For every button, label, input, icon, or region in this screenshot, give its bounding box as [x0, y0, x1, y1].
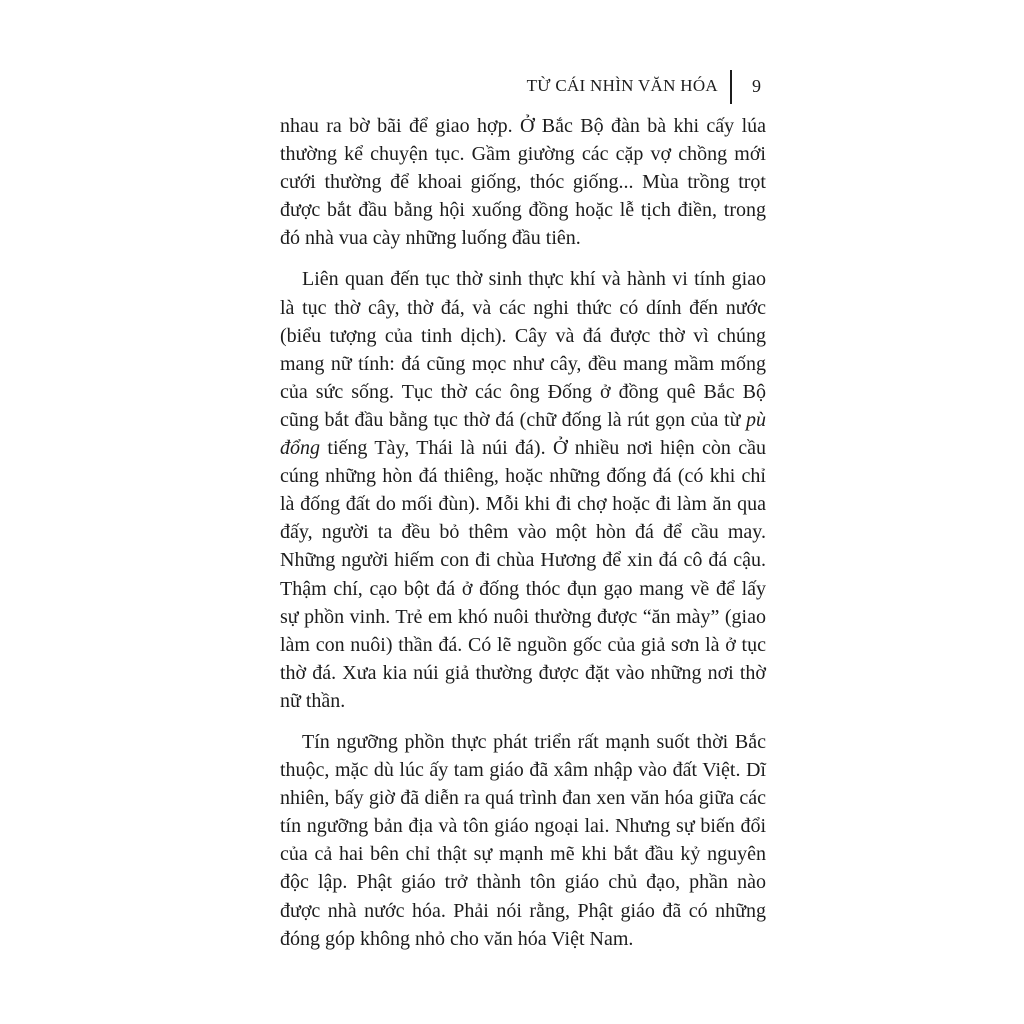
- paragraph-2-text-start: Liên quan đến tục thờ sinh thực khí và hành vi tính giao là tục thờ cây, thờ đá, và các nghi thức có dính đến nước (biểu tượng của tinh dịch). Cây và đá được thờ vì chúng mang nữ tính: đá cũng mọc như cây, đều mang mầm mống của sức sống. Tục thờ các ông Đống ở đồng quê Bắc Bộ cũng bắt đầu bằng tục thờ đá (chữ đống là rút gọn của từ: [280, 268, 766, 431]
- paragraph-2-text-end: tiếng Tày, Thái là núi đá). Ở nhiều nơi hiện còn cầu cúng những hòn đá thiêng, hoặc những đống đá (có khi chỉ là đống đất do mối đùn). Mỗi khi đi chợ hoặc đi làm ăn qua đấy, người ta đều bỏ thêm vào một hòn đá để cầu may. Những người hiếm con đi chùa Hương để xin đá cô đá cậu. Thậm chí, cạo bột đá ở đống thóc đụn gạo mang về để lấy sự phồn vinh. Trẻ em khó nuôi thường được “ăn mày” (giao làm con nuôi) thần đá. Có lẽ nguồn gốc của giả sơn là ở tục thờ đá. Xưa kia núi giả thường được đặt vào những nơi thờ nữ thần.: [280, 437, 766, 712]
- paragraph-1: [280, 112, 766, 252]
- body-text: [280, 112, 766, 966]
- header-divider: [730, 70, 732, 104]
- paragraph-2-italic-term: pù đổng: [280, 408, 766, 460]
- paragraph-1-text: nhau ra bờ bãi để giao hợp. Ở Bắc Bộ đàn bà khi cấy lúa thường kể chuyện tục. Gầm giường các cặp vợ chồng mới cưới thường để khoai giống, thóc giống... Mùa trồng trọt được bắt đầu bằng hội xuống đồng hoặc lễ tịch điền, trong đó nhà vua cày những luống đầu tiên.: [280, 115, 766, 250]
- paragraph-3-text: Tín ngưỡng phồn thực phát triển rất mạnh suốt thời Bắc thuộc, mặc dù lúc ấy tam giáo đã xâm nhập vào đất Việt. Dĩ nhiên, bấy giờ đã diễn ra quá trình đan xen văn hóa giữa các tín ngưỡng bản địa và tôn giáo ngoại lai. Nhưng sự biến đổi của cả hai bên chỉ thật sự mạnh mẽ khi bắt đầu kỷ nguyên độc lập. Phật giáo trở thành tôn giáo chủ đạo, phần nào được nhà nước hóa. Phải nói rằng, Phật giáo đã có những đóng góp không nhỏ cho văn hóa Việt Nam.: [280, 730, 766, 950]
- running-title: TỪ CÁI NHÌN VĂN HÓA: [526, 76, 718, 95]
- paragraph-2: [280, 265, 766, 715]
- page-number: 9: [752, 76, 762, 96]
- running-header: [526, 70, 780, 106]
- paragraph-3: [280, 728, 766, 953]
